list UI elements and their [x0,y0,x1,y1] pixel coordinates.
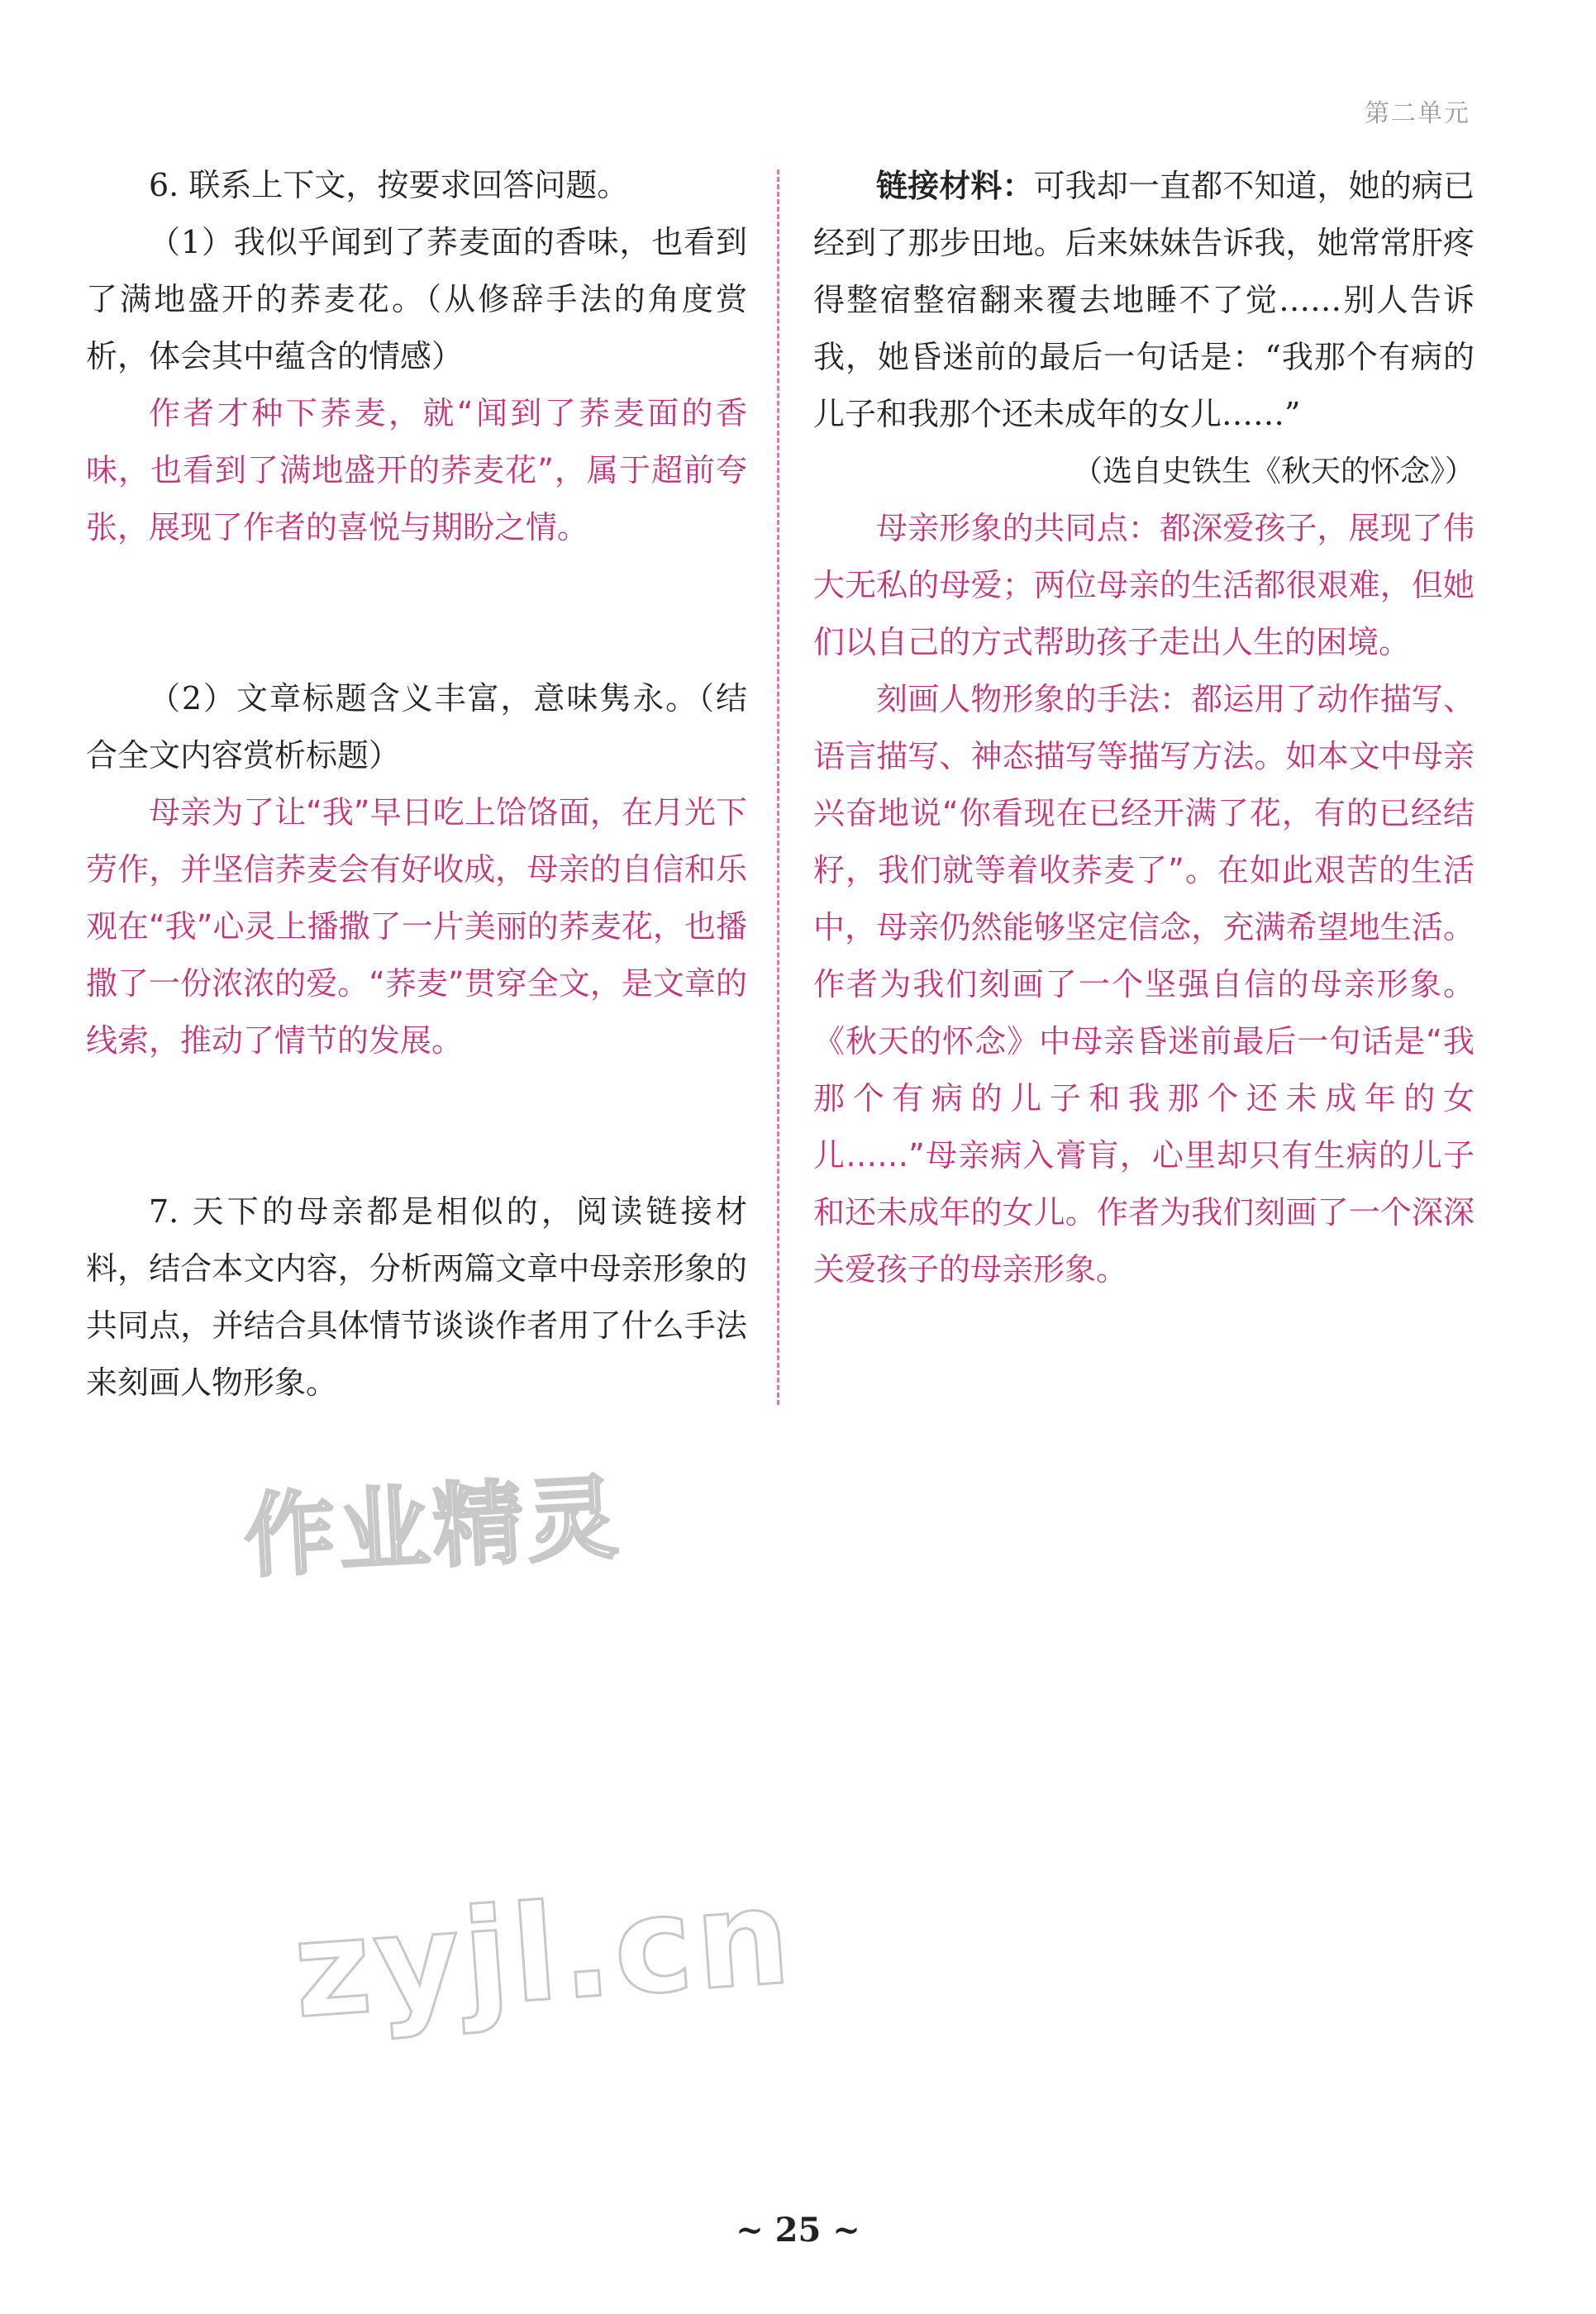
link-material [813,157,1475,443]
question-6-2: （2）文章标题含义丰富，意味隽永。（结合全文内容赏析标题） [86,680,747,774]
watermark-zyjl-chinese: 作业精灵 [241,1464,624,1590]
left-column [86,157,747,1412]
column-divider [777,169,779,1405]
link-material-text: 可我却一直都不知道，她的病已经到了那步田地。后来妹妹告诉我，她常常肝疼得整宿整宿翻来覆去地睡不了觉……别人告诉我，她昏迷前的最后一句话是：“我那个有病的儿子和我那个还未成年的女儿……” [813,168,1475,432]
question-6-stem: 6. 联系上下文，按要求回答问题。 [149,167,629,203]
answer-gap [86,556,747,670]
answer-gap [86,1069,747,1183]
unit-header: 第二单元 [1365,99,1470,128]
question-6-1: （1）我似乎闻到了荞麦面的香味，也看到了满地盛开的荞麦花。（从修辞手法的角度赏析，体会其中蕴含的情感） [86,224,747,374]
answer-7-part-1: 母亲形象的共同点：都深爱孩子，展现了伟大无私的母爱；两位母亲的生活都很艰难，但她们以自己的方式帮助孩子走出人生的困境。 [813,510,1475,660]
answer-6-2: 母亲为了让“我”早日吃上饸饹面，在月光下劳作，并坚信荞麦会有好收成，母亲的自信和乐观在“我”心灵上播撒了一片美丽的荞麦花，也播撒了一份浓浓的爱。“荞麦”贯穿全文，是文章的线索，推动了情节的发展。 [86,794,747,1059]
answer-6-1: 作者才种下荞麦，就“闻到了荞麦面的香味，也看到了满地盛开的荞麦花”，属于超前夸张，展现了作者的喜悦与期盼之情。 [86,395,747,545]
link-material-label: 链接材料： [876,167,1034,204]
question-7: 7. 天下的母亲都是相似的，阅读链接材料，结合本文内容，分析两篇文章中母亲形象的共同点，并结合具体情节谈谈作者用了什么手法来刻画人物形象。 [86,1193,747,1401]
link-material-source: （选自史铁生《秋天的怀念》） [1072,455,1475,488]
watermark-zyjl-url: zyjl.cn [288,1859,798,2048]
answer-7-part-2: 刻画人物形象的手法：都运用了动作描写、语言描写、神态描写等描写方法。如本文中母亲兴奋地说“你看现在已经开满了花，有的已经结籽，我们就等着收荞麦了”。在如此艰苦的生活中，母亲仍然能够坚定信念，充满希望地生活。作者为我们刻画了一个坚强自信的母亲形象。《秋天的怀念》中母亲昏迷前最后一句话是“我那个有病的儿子和我那个还未成年的女儿……”母亲病入膏肓，心里却只有生病的儿子和还未成年的女儿。作者为我们刻画了一个深深关爱孩子的母亲形象。 [813,681,1475,1288]
right-column [813,157,1475,1298]
page-number: ~ 25 ~ [736,2211,860,2250]
